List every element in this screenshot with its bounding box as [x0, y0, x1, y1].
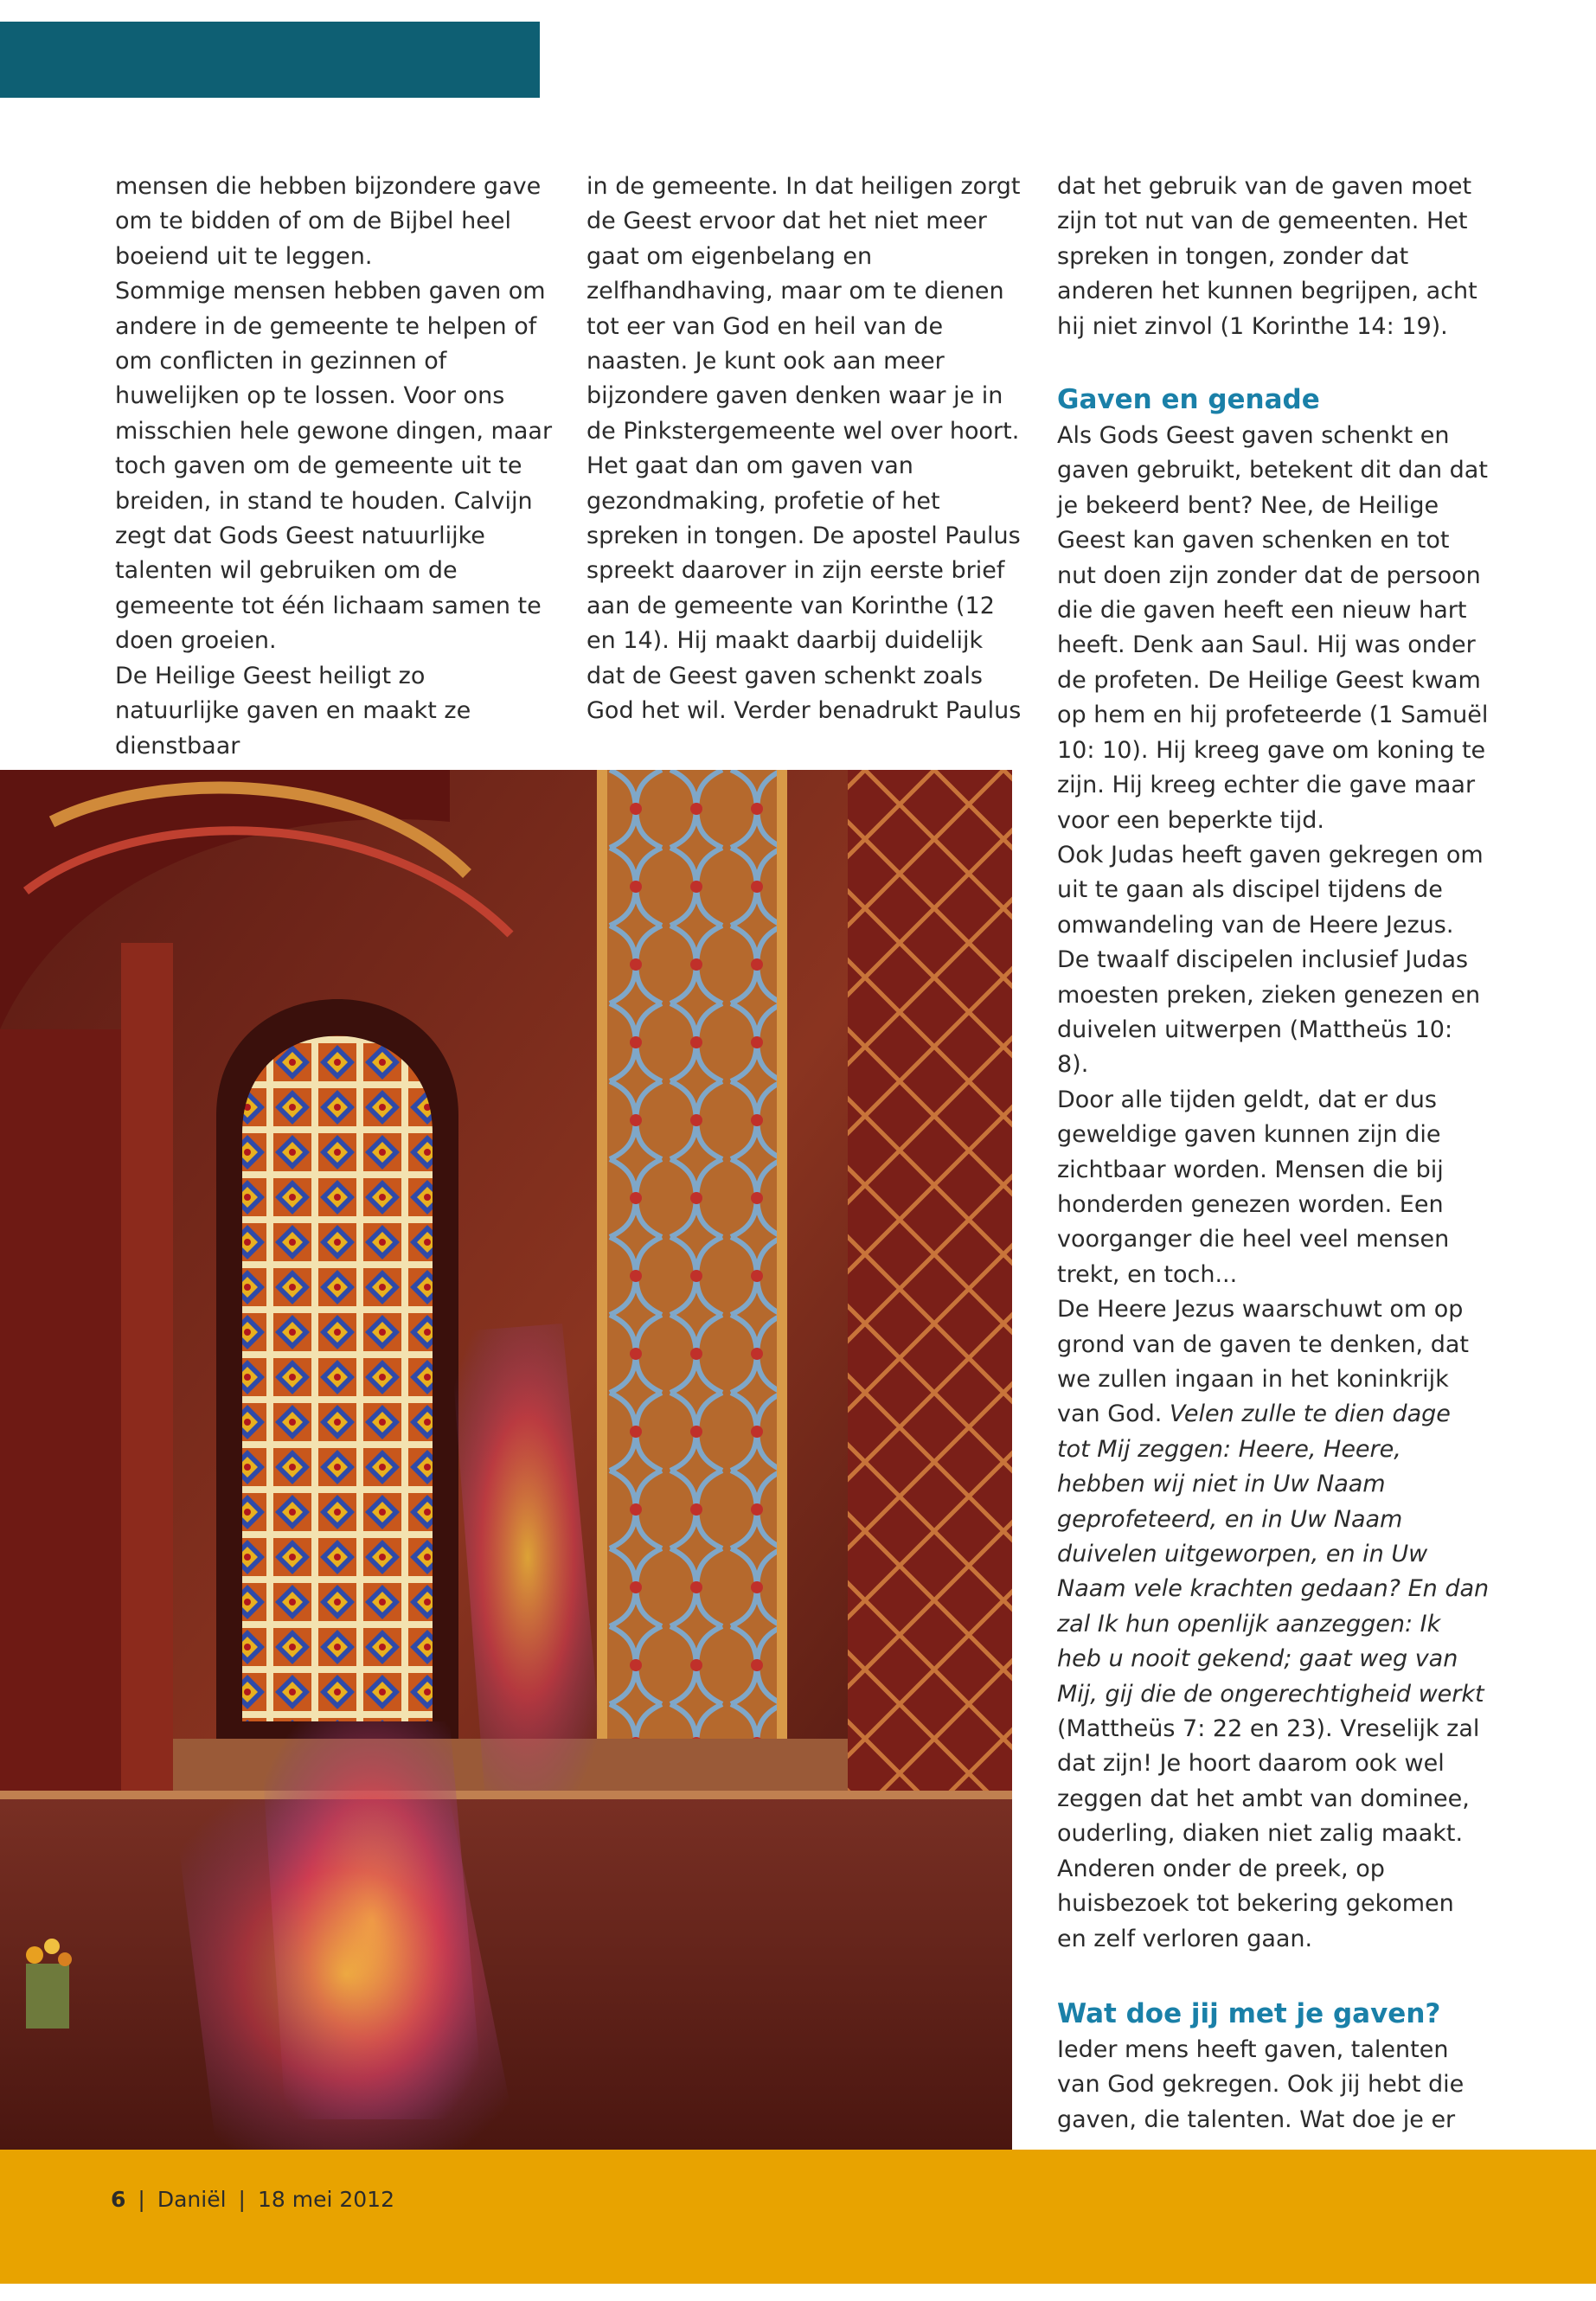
paragraph: mensen die hebben bijzondere gave om te bidden of om de Bijbel heel boeiend uit te leggen.	[115, 173, 542, 270]
separator: |	[138, 2187, 145, 2212]
paragraph-text: (Mattheüs 7: 22 en 23). Vreselijk zal dat zijn! Je hoort daarom ook wel zeggen dat het ambt van dominee, ouderling, diaken niet zalig maakt. Anderen onder de preek, op huisbezoek tot bekering gekomen en zelf verloren gaan.	[1057, 1715, 1480, 1952]
paragraph: dat het gebruik van de gaven moet zijn tot nut van de gemeenten. Het spreken in tongen, zonder dat anderen het kunnen begrijpen, acht hij niet zinvol (1 Korinthe 14: 19).	[1057, 173, 1477, 340]
magazine-name: Daniël	[157, 2187, 227, 2212]
text-column-3	[1057, 170, 1490, 2138]
footer-band	[0, 2150, 1596, 2284]
paragraph: Ook Judas heeft gaven gekregen om uit te gaan als discipel tijdens de omwandeling van de Heere Jezus. De twaalf discipelen inclusief Judas moesten preken, zieken genezen en duivelen uitwerpen (Mattheüs 10: 8).	[1057, 841, 1484, 1079]
top-color-bar	[0, 22, 540, 98]
section-heading-wat-doe-jij: Wat doe jij met je gaven?	[1057, 1997, 1441, 2029]
page-footer	[111, 2187, 394, 2212]
paragraph: Ieder mens heeft gaven, talenten van God gekregen. Ook jij hebt die gaven, die talenten. Wat doe je er	[1057, 2035, 1465, 2133]
paragraph-with-quote	[1057, 1292, 1490, 1957]
paragraph: De Heilige Geest heiligt zo natuurlijke gaven en maakt ze dienstbaar	[115, 662, 471, 760]
text-column-1	[115, 170, 556, 764]
church-stained-glass-photo	[0, 770, 1012, 2150]
paragraph: Door alle tijden geldt, dat er dus geweldige gaven kunnen zijn die zichtbaar worden. Mensen die bij honderden genezen worden. Een voorganger die heel veel mensen trekt, en toch...	[1057, 1086, 1450, 1288]
text-column-2	[586, 170, 1023, 729]
bible-quote: Velen zulle te dien dage tot Mij zeggen: Heere, Heere, hebben wij niet in Uw Naam geprofeteerd, en in Uw Naam duivelen uitgeworpen, en in Uw Naam vele krachten gedaan? En dan zal Ik hun openlijk aanzeggen: Ik heb u nooit gekend; gaat weg van Mij, gij die de ongerechtigheid werkt	[1057, 1400, 1490, 1708]
paragraph: Sommige mensen hebben gaven om andere in de gemeente te helpen of om conflicten in gezinnen of huwelijken op te lossen. Voor ons misschien hele gewone dingen, maar toch gaven om de gemeente uit te breiden, in stand te houden. Calvijn zegt dat Gods Geest natuurlijke talenten wil gebruiken om de gemeente tot één lichaam samen te doen groeien.	[115, 278, 553, 655]
paragraph-text: De Heere Jezus waarschuwt om op grond van de gaven te denken, dat we zullen ingaan in het koninkrijk van God.	[1057, 1296, 1469, 1428]
section-heading-gaven-en-genade: Gaven en genade	[1057, 384, 1320, 416]
issue-date: 18 mei 2012	[257, 2187, 394, 2212]
separator: |	[238, 2187, 246, 2212]
paragraph: Als Gods Geest gaven schenkt en gaven gebruikt, betekent dit dan dat je bekeerd bent? Nee, de Heilige Geest kan gaven schenken en tot nut doen zijn zonder dat de persoon die die gaven heeft een nieuw hart heeft. Denk aan Saul. Hij was onder de profeten. De Heilige Geest kwam op hem en hij profeteerde (1 Samuël 10: 10). Hij kreeg gave om koning te zijn. Hij kreeg echter die gave maar voor een beperkte tijd.	[1057, 422, 1489, 834]
paragraph: in de gemeente. In dat heiligen zorgt de Geest ervoor dat het niet meer gaat om eigenbelang en zelfhandhaving, maar om te dienen tot eer van God en heil van de naasten. Je kunt ook aan meer bijzondere gaven denken waar je in de Pinkstergemeente wel over hoort. Het gaat dan om gaven van gezondmaking, profetie of het spreken in tongen. De apostel Paulus spreekt daarover in zijn eerste brief aan de gemeente van Korinthe (12 en 14). Hij maakt daarbij duidelijk dat de Geest gaven schenkt zoals God het wil. Verder benadrukt Paulus	[586, 173, 1022, 725]
page-number: 6	[111, 2187, 126, 2212]
